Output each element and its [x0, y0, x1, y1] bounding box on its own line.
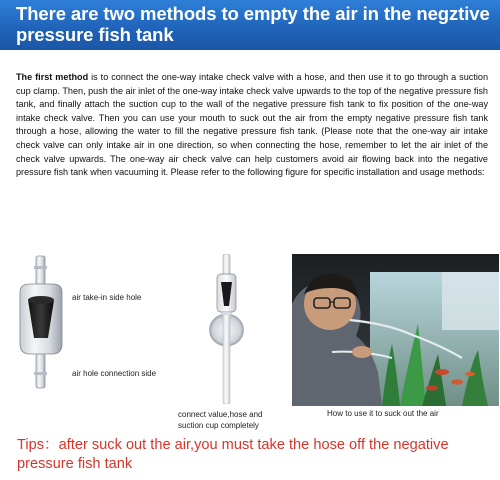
check-valve-image: [6, 254, 76, 394]
usage-caption: How to use it to suck out the air: [327, 409, 439, 418]
page-title: There are two methods to empty the air in the negztive pressure fish tank: [16, 3, 490, 45]
method-heading: The first method: [16, 72, 89, 82]
aquarium-photo-image: [292, 254, 499, 406]
usage-photo: [292, 254, 499, 406]
instruction-paragraph: [16, 71, 488, 180]
assembly-caption: connect value,hose and suction cup completely: [178, 410, 263, 430]
check-valve-figure: [6, 254, 186, 394]
air-connection-label: air hole connection side: [72, 369, 157, 378]
assembly-image: [192, 254, 262, 404]
tips-note: Tips：after suck out the air,you must take the hose off the negative pressure fish tank: [17, 437, 449, 472]
instruction-text: is to connect the one-way intake check valve with a hose, and then use it to go through a suction cup clamp. Then, push the air inlet of the one-way intake check valve upwards to the top of the negative pressure fish tank, and finally attach the suction cup to the wall of the negative pressure fish tank to fix position of the one-way intake check valve. Then you can use your mouth to suck out the air from the empty negative pressure fish tank through a hose, allowing the water to fill the negative pressure fish tank. (Please note that the one-way air intake check valve can only intake air in one direction, so when connecting the hose, remember to let the air inlet of the check valve upwards. The one-way air check valve can help customers avoid air flowing back into the negative pressure fish tank when vacuuming it. Please refer to the following figure for specific installation and usage methods:: [16, 72, 488, 178]
header-banner: [0, 0, 500, 50]
air-intake-label: air take-in side hole: [72, 293, 142, 302]
